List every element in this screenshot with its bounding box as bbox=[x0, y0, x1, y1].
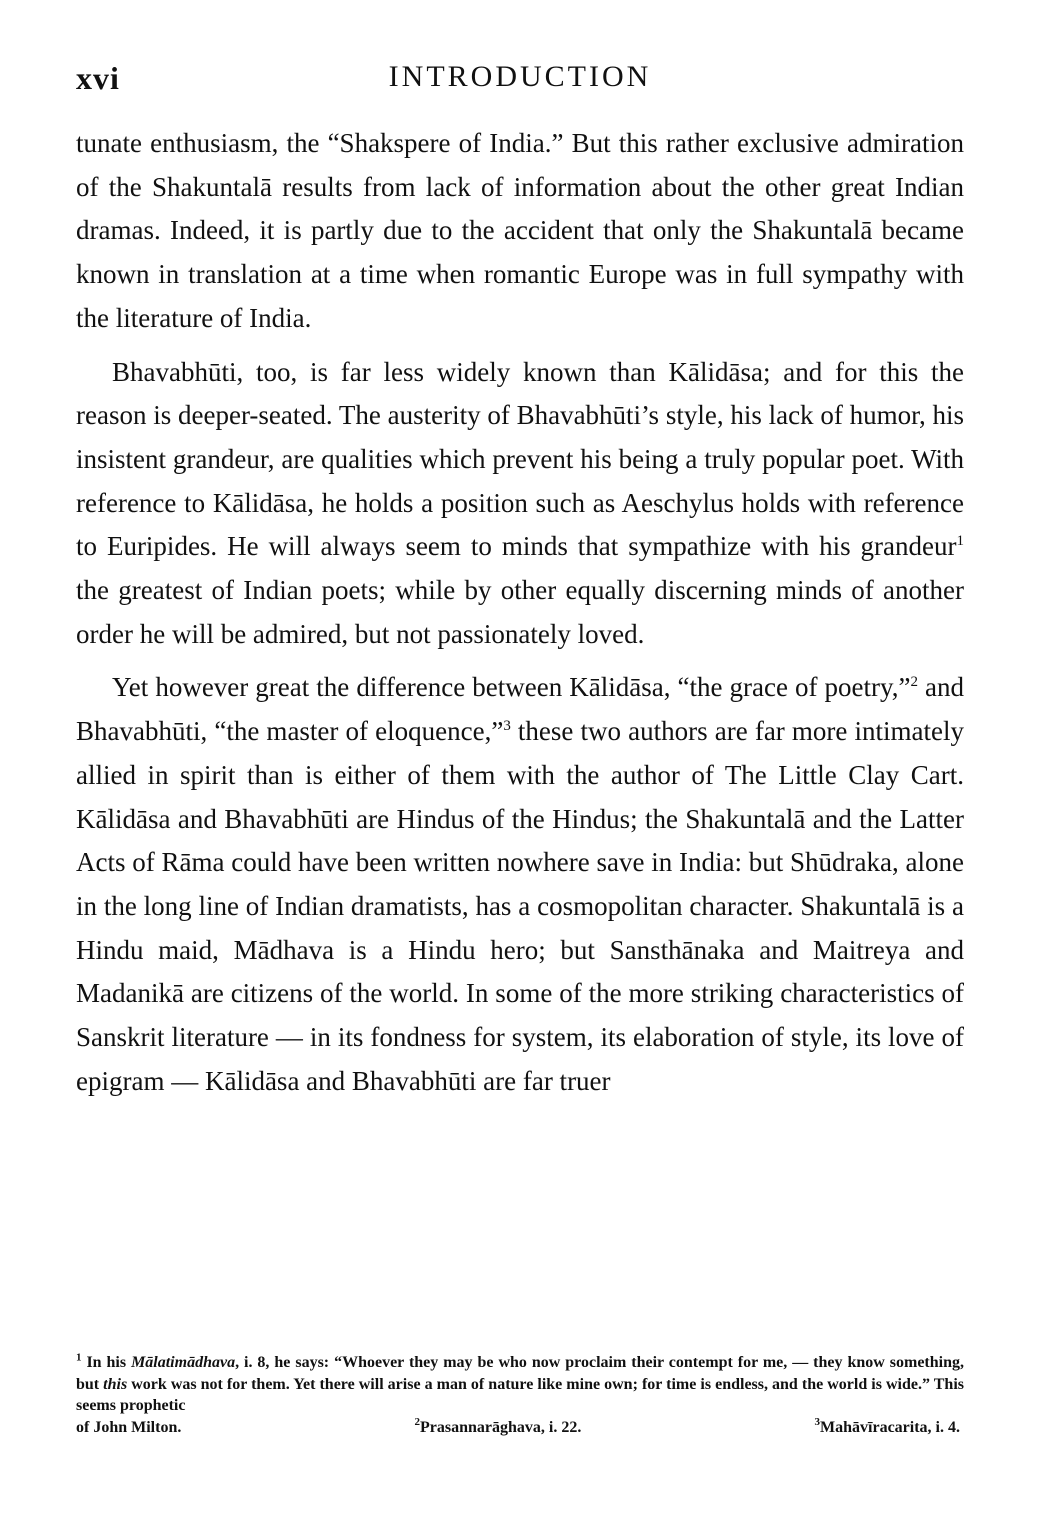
paragraph-2-part-a: Bhavabhūti, too, is far less widely known than Kālidāsa; and for this the reason is deeper-seated. The austerity of Bhavabhūti’s style, his lack of humor, his insistent grandeur, are qualities which prevent his being a truly popular poet. With reference to Kālidāsa, he holds a position such as Aeschylus holds with reference to Euripides. He will always seem to minds that sympathize with his grandeur bbox=[76, 356, 964, 562]
paragraph-3 bbox=[76, 666, 964, 1103]
footnote-1-text-c: work was not for them. Yet there will arise a man of nature like mine own; for time is endless, and the world is wide.” This seems prophetic bbox=[76, 1375, 965, 1414]
footnotes bbox=[76, 1352, 964, 1438]
footnote-ref-3: 3 bbox=[503, 718, 511, 735]
footnote-1-end: of John Milton. bbox=[76, 1418, 182, 1436]
footnote-ref-1: 1 bbox=[956, 533, 964, 550]
footnote-1 bbox=[76, 1352, 964, 1417]
main-text bbox=[76, 122, 964, 1103]
paragraph-2 bbox=[76, 351, 964, 657]
page-number: xvi bbox=[76, 60, 120, 96]
footnote-1-text-a: In his bbox=[81, 1354, 132, 1371]
footnote-last-line bbox=[76, 1417, 964, 1439]
paragraph-3-part-a: Yet however great the difference between Kālidāsa, “the grace of poetry,” bbox=[112, 672, 911, 703]
footnote-1-text-b: , i. 8, he says: “Whoever they may be who now proclaim their contempt for me, — they know something, but bbox=[76, 1354, 964, 1393]
paragraph-1: tunate enthusiasm, the “Shakspere of India.” But this rather exclusive admiration of the Shakuntalā results from lack of information about the other great Indian dramas. Indeed, it is partly due to the accident that only the Shakuntalā became known in translation at a time when romantic Europe was in full sympathy with the literature of India. bbox=[76, 128, 964, 333]
footnote-2-text: Prasannarāghava, i. 22. bbox=[420, 1418, 582, 1436]
running-title: INTRODUCTION bbox=[388, 60, 652, 93]
paragraph-3-part-c: these two authors are far more intimately allied in spirit than is either of them with the author of The Little Clay Cart. Kālidāsa and Bhavabhūti are Hindus of the Hindus; the Shakuntalā and the Latter Acts of Rāma could have been written nowhere save in India: but Shūdraka, alone in the long line of Indian dramatists, has a cosmopolitan character. Shakuntalā is a Hindu maid, Mādhava is a Hindu hero; but Sansthānaka and Maitreya and Madanikā are citizens of the world. In some of the more striking characteristics of Sanskrit literature — in its fondness for system, its elaboration of style, its love of epigram — Kālidāsa and Bhavabhūti are far truer bbox=[76, 716, 964, 1096]
paragraph-2-part-b: the greatest of Indian poets; while by other equally discerning minds of another order he will be admired, but not passionately loved. bbox=[76, 575, 964, 649]
footnote-1-source: Mālatimādhava bbox=[131, 1354, 236, 1371]
footnote-ref-2: 2 bbox=[910, 674, 918, 691]
running-head bbox=[76, 60, 964, 104]
footnote-3-text: Mahāvīracarita, i. 4. bbox=[820, 1418, 960, 1436]
paragraph-3-part-b: and Bhavabhūti, “the master of eloquence,” bbox=[76, 672, 965, 747]
footnote-2: 2Prasannarāghava, i. 22. bbox=[415, 1417, 582, 1439]
footnote-1-number: 1 bbox=[76, 1351, 82, 1364]
footnote-3: 3Mahāvīracarita, i. 4. bbox=[815, 1417, 960, 1439]
footnote-1-emphasis: this bbox=[103, 1375, 128, 1393]
